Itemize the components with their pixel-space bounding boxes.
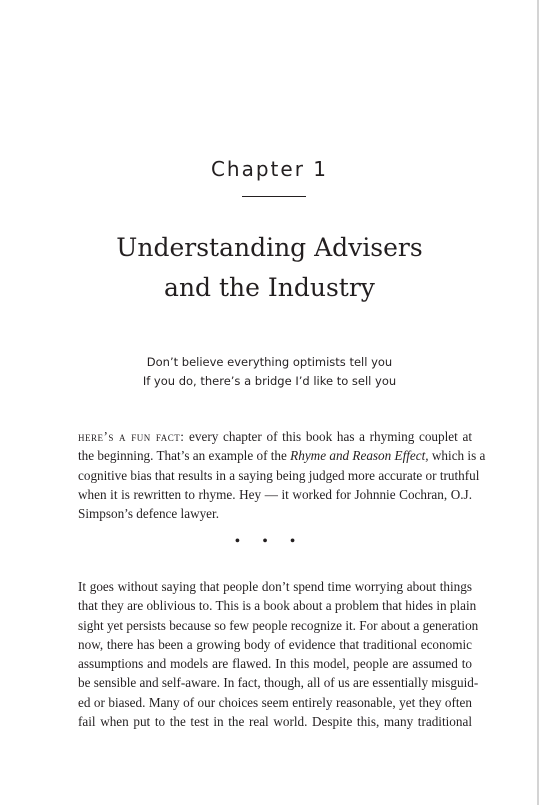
paragraph-line: sight yet persists because so few people recognize it. For about a generation xyxy=(78,617,479,633)
epigraph-line: Don’t believe everything optimists tell you xyxy=(146,355,393,369)
paragraph-text: every chapter of this book has a rhyming couplet at xyxy=(184,429,472,444)
paragraph-line: ed or biased. Many of our choices seem entirely reasonable, yet they often xyxy=(78,694,472,710)
paragraph-line: when it is rewritten to rhyme. Hey — it worked for Johnnie Cochran, O.J. xyxy=(78,486,472,502)
paragraph-text: the beginning. That’s an example of the xyxy=(78,448,291,464)
paragraph-line xyxy=(78,427,472,446)
intro-paragraph xyxy=(78,427,486,523)
paragraph-text: which is a xyxy=(428,448,486,464)
chapter-label: Chapter 1 xyxy=(210,157,329,181)
epigraph xyxy=(40,353,499,391)
chapter-title-line: and the Industry xyxy=(164,273,375,302)
lead-in: here’s a fun fact: xyxy=(78,429,185,444)
paragraph-line: cognitive bias that results in a saying being judged more accurate or truthful xyxy=(78,467,480,483)
paragraph-line: now, there has been a growing body of evidence that traditional economic xyxy=(78,636,472,652)
paragraph-line: assumptions and models are flawed. In this model, people are assumed to xyxy=(78,656,472,672)
italic-term: Rhyme and Reason Effect, xyxy=(290,448,429,464)
paragraph-line: be sensible and self-aware. In fact, though, all of us are essentially misguid- xyxy=(78,675,479,691)
body-paragraph xyxy=(78,577,479,731)
paragraph-line: It goes without saying that people don’t spend time worrying about things xyxy=(78,579,472,594)
chapter-rule xyxy=(242,196,306,197)
paragraph-line: that they are oblivious to. This is a book about a problem that hides in plain xyxy=(78,598,477,614)
paragraph-line xyxy=(78,446,486,465)
paragraph-line: fail when put to the test in the real world. Despite this, many traditional xyxy=(78,714,472,730)
chapter-title-line: Understanding Advisers xyxy=(116,233,423,262)
chapter-title xyxy=(40,228,499,308)
epigraph-line: If you do, there’s a bridge I’d like to sell you xyxy=(142,374,397,388)
paragraph-line: Simpson’s defence lawyer. xyxy=(78,506,219,522)
section-separator: • • • xyxy=(234,533,305,550)
